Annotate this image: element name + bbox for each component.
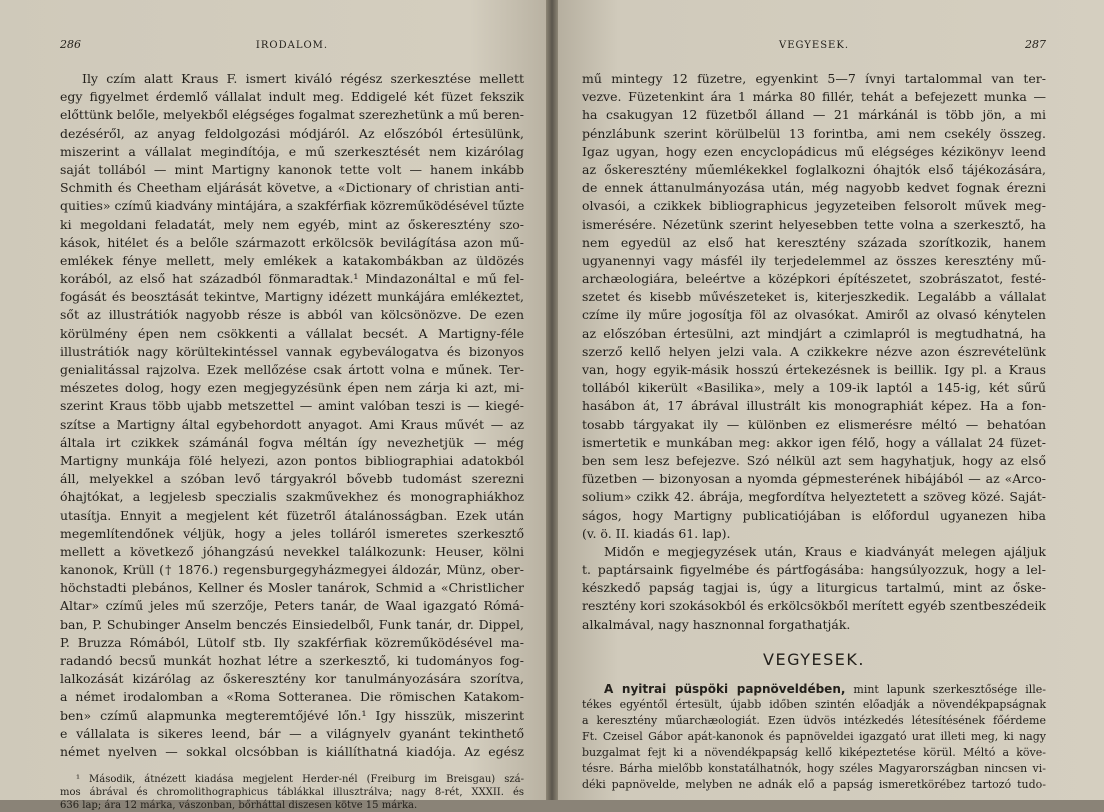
text-line: ismertetik e munkában meg: akkor igen félő, hogy a vállalat 24 füzet- <box>582 434 1046 450</box>
text-line: (v. ö. II. kiadás 61. lap). <box>582 525 731 541</box>
text-line: fogását és beosztását tekintve, Martigny idézett munkájára emlékeztet, <box>60 289 524 305</box>
text-line: Midőn e megjegyzések után, Kraus e kiadványát melegen ajáljuk <box>604 543 1046 559</box>
section-title: VEGYESEK. <box>763 649 865 669</box>
text-line: vezve. Füzetenkint ára 1 márka 80 fillér, tehát a befejezett munka — <box>582 89 1046 105</box>
text-line: szítse a Martigny által egybehordott anyagot. Ami Kraus művét — az <box>60 416 524 432</box>
news-line: Ft. Czeisel Gábor apát-kanonok és papnöveldei igazgató urat illeti meg, ki nagy <box>582 729 1046 743</box>
text-line: sőt az illustrátiók nagyobb része is abból van kölcsönözve. De ezen <box>60 307 524 323</box>
text-line: áll, melyekkel a szóban levő tárgyakról bővebb tudomást szerezni <box>60 471 524 487</box>
text-line: egy figyelmet érdemlő vállalat indult meg. Eddigelé két füzet fekszik <box>60 89 524 105</box>
book-gutter <box>546 0 558 800</box>
text-line: Altar» czímű jeles mű szerzője, Peters tanár, de Waal igazgató Rómá- <box>60 598 524 614</box>
text-line: solium» czikk 42. ábrája, megfordítva helyeztetett a szöveg közé. Saját- <box>582 489 1046 505</box>
right-page <box>552 0 1104 800</box>
text-line: resztény kori szokásokból és erkölcsökből merített egyéb szentbeszédeik <box>582 598 1046 614</box>
news-line: a keresztény műarchæologiát. Ezen üdvös intézkedés létesítésének főérdeme <box>582 713 1046 727</box>
news-line: tésre. Bárha mielőbb konstatálhatnók, hogy széles Magyarországban nincsen vi- <box>582 761 1046 775</box>
text-line: e vállalata is sikeres leend, bár — a világnyelv gyanánt tekinthető <box>60 725 524 741</box>
text-line: Schmith és Cheetham eljárását követve, a «Dictionary of christian anti- <box>60 180 524 196</box>
text-line: szerint Kraus több ujabb metszettel — amint valóban teszi is — kiegé- <box>60 398 524 414</box>
text-line: emlékek fénye mellett, mely emlékek a katakombákban az üldözés <box>60 252 524 268</box>
left-body-text <box>60 70 524 761</box>
text-line: Martigny munkája fölé helyezi, azon pontos bibliographiai adatokból <box>60 452 524 468</box>
text-line: höchstadti plebános, Kellner és Mosler tanárok, Schmid a «Christlicher <box>60 580 524 596</box>
left-footnote <box>60 773 524 812</box>
news-lead: A nyitrai püspöki papnöveldében, <box>604 681 846 696</box>
text-line: czíme ily műre jogosítja föl az olvasókat. Amiről az olvasó kénytelen <box>582 307 1046 323</box>
text-line: mészetes dolog, hogy ezen megjegyzésünk épen nem zárja ki azt, mi- <box>60 380 524 396</box>
text-line: miszerint a vállalat megindítója, e mű szerkesztését nem kizárólag <box>60 143 524 159</box>
right-body-text <box>582 70 1046 543</box>
text-line: kanonok, Krüll († 1876.) regensburgegyházmegyei áldozár, Münz, ober- <box>60 562 524 578</box>
text-line: de ennek áttanulmányozása után, még nagyobb kedvet fognak érezni <box>582 180 1046 196</box>
text-line: megemlítendőnek véljük, hogy a jeles tolláról ismeretes szerkesztő <box>60 525 524 541</box>
text-line: illustrátiók nagy körültekintéssel vannak egybeválogatva és bizonyos <box>60 343 524 359</box>
text-line: ságos, hogy Martigny publicatiójában is előfordul ugyanezen hiba <box>582 507 1046 523</box>
text-line: mos ábrával és chromolithographicus táblákkal illusztrálva; nagy 8-rét, XXXII. és <box>60 787 524 799</box>
right-running-head <box>582 38 1046 52</box>
text-line: ugyanennyi vagy másfél ily terjedelemmel az összes keresztény mű- <box>582 252 1046 268</box>
right-running-title: VEGYESEK. <box>778 40 850 51</box>
text-line: radandó becsű munkát hozhat létre a szerkesztő, ki tudományos fog- <box>60 653 524 668</box>
news-line-text: mint lapunk szerkesztősége ille- <box>845 682 1046 696</box>
text-line: korából, az első hat századból fönmaradtak.¹ Mindazonáltal e mű fel- <box>60 271 524 287</box>
text-line: füzetben — bizonyosan a nyomda gépmesterének hibájából — az «Arco- <box>582 471 1046 487</box>
text-line: kások, hitélet és a belőle származott erkölcsök bevilágítása azon mű- <box>60 234 524 250</box>
left-running-title: IRODALOM. <box>255 40 329 51</box>
text-line: készkedő papság tagjai is, úgy a liturgicus tartalmú, mint az őske- <box>582 580 1046 596</box>
text-line: szetet és kisebb művészeteket is, kiterjeszkedik. Legalább a vállalat <box>582 289 1046 305</box>
text-line: olvasói, a czikkek bibliographicus jegyzeteiben felsorolt művek meg- <box>582 198 1046 214</box>
right-body-text-2 <box>582 543 1046 634</box>
news-line: buzgalmat fejt ki a növendékpapság kellő kiképeztetése körül. Méltó a köve- <box>582 745 1046 759</box>
news-paragraph <box>582 681 1046 793</box>
text-line: van, hogy egyik-másik hosszú értekezésnek is beillik. Igy pl. a Kraus <box>582 362 1046 377</box>
text-line: genialitással rajzolva. Ezek mellőzése csak ártott volna e műnek. Ter- <box>60 362 524 377</box>
text-line: t. paptársaink figyelmébe és pártfogásába: hangsúlyozzuk, hogy a lel- <box>582 562 1046 578</box>
news-line <box>582 681 1046 697</box>
text-line: mellett a következő jóhangzású nevekkel találkozunk: Heuser, kölni <box>60 543 524 559</box>
text-line: körülmény épen nem csökkenti a vállalat becsét. A Martigny-féle <box>60 325 524 341</box>
news-line: déki papnövelde, melyben ne adnák elő a papság ismeretkörébez tartozó tudo- <box>582 777 1046 791</box>
text-line: nem egyedül az első hat keresztény százada szorítkozik, hanem <box>582 234 1046 250</box>
text-line: óhajtókat, a legjelesb speczialis szakművekhez és monographiákhoz <box>60 489 524 505</box>
text-line: tosabb tárgyakat ily — különben ez elismerésre méltó — behatóan <box>582 416 1046 432</box>
text-line: mű mintegy 12 füzetre, egyenkint 5—7 ívnyi tartalommal van ter- <box>582 71 1046 86</box>
text-line: P. Bruzza Rómából, Lütolf stb. Ily szakférfiak közreműködésével ma- <box>60 634 524 650</box>
text-line: Ily czím alatt Kraus F. ismert kiváló régész szerkesztése mellett <box>82 71 524 86</box>
text-line: az őskeresztény műemlékekkel foglalkozni óhajtók első tájékozására, <box>582 161 1046 177</box>
text-line: ismerésére. Nézetünk szerint helyesebben tette volna a szerkesztő, ha <box>582 216 1046 232</box>
left-running-head <box>60 38 524 52</box>
left-page-number: 286 <box>60 38 81 51</box>
text-line: alkalmával, nagy hasznonnal forgathatják. <box>582 616 851 632</box>
text-line: ban, P. Schubinger Anselm benczés Einsiedelből, Funk tanár, dr. Dippel, <box>60 616 524 632</box>
text-line: ha csakugyan 12 füzetből álland — 21 márkánál is több jön, a mi <box>582 107 1046 123</box>
text-line: saját tollából — mint Martigny kanonok tette volt — hanem inkább <box>60 161 524 177</box>
text-line: dezéséről, az anyag feldolgozási módjáról. Az előszóból értesülünk, <box>60 125 524 141</box>
text-line: általa irt czikkek számánál fogva méltán így nevezhetjük — még <box>60 434 524 450</box>
text-line: ¹ Második, átnézett kiadása megjelent Herder-nél (Freiburg im Breisgau) szá- <box>76 774 524 786</box>
text-line: előttünk belőle, melyekből elégséges fogalmat szerezhetünk a mű beren- <box>60 107 524 123</box>
text-line: archæologiára, beleértve a középkori építészetet, szobrászatot, festé- <box>582 271 1046 287</box>
text-line: szerző kellő helyen jelzi vala. A czikkekre nézve azon észrevételünk <box>582 343 1046 359</box>
text-line: a német irodalomban a «Roma Sotteranea. Die römischen Katakom- <box>60 689 524 705</box>
text-line: lalkozását kizárólag az őskeresztény kor tanulmányozására szorítva, <box>60 671 524 687</box>
text-line: ben sem lesz befejezve. Szó nélkül azt sem hagyhatjuk, hogy az első <box>582 452 1046 468</box>
text-line: német nyelven — sokkal olcsóbban is kiállíthatná kiadója. Az egész <box>60 743 524 759</box>
text-line: pénzlábunk szerint körülbelül 13 forintba, ami nem csekély összeg. <box>582 125 1046 141</box>
news-line: tékes egyéntől értesült, újabb időben szintén előadják a növendékpapságnak <box>582 697 1046 711</box>
text-line: Igaz ugyan, hogy ezen encyclopádicus mű elégséges kézikönyv leend <box>582 143 1046 159</box>
text-line: 636 lap; ára 12 márka, vászonban, bőrháttal diszesen kötve 15 márka. <box>60 800 418 812</box>
text-line: ki megoldani feladatát, mely nem egyéb, mint az őskeresztény szo- <box>60 216 524 232</box>
text-line: quities» czímű kiadvány mintájára, a szakférfiak közreműködésével tűzte <box>60 198 525 214</box>
text-line: utasítja. Ennyit a megjelent két füzetről átalánosságban. Ezek után <box>60 507 524 523</box>
text-line: tollából kikerült «Basilika», mely a 109-ik laptól a 145-ig, két sűrű <box>582 380 1046 396</box>
text-line: hasábon át, 17 ábrával illustrált kis monographiát képez. Ha a fon- <box>582 398 1046 414</box>
right-page-number: 287 <box>1025 38 1046 51</box>
text-line: az előszóban értesülni, azt mindjárt a czimlapról is megtudhatná, ha <box>582 325 1046 341</box>
text-line: ben» czímű alapmunka megteremtőjévé lőn.¹ Igy hisszük, miszerint <box>60 707 524 723</box>
